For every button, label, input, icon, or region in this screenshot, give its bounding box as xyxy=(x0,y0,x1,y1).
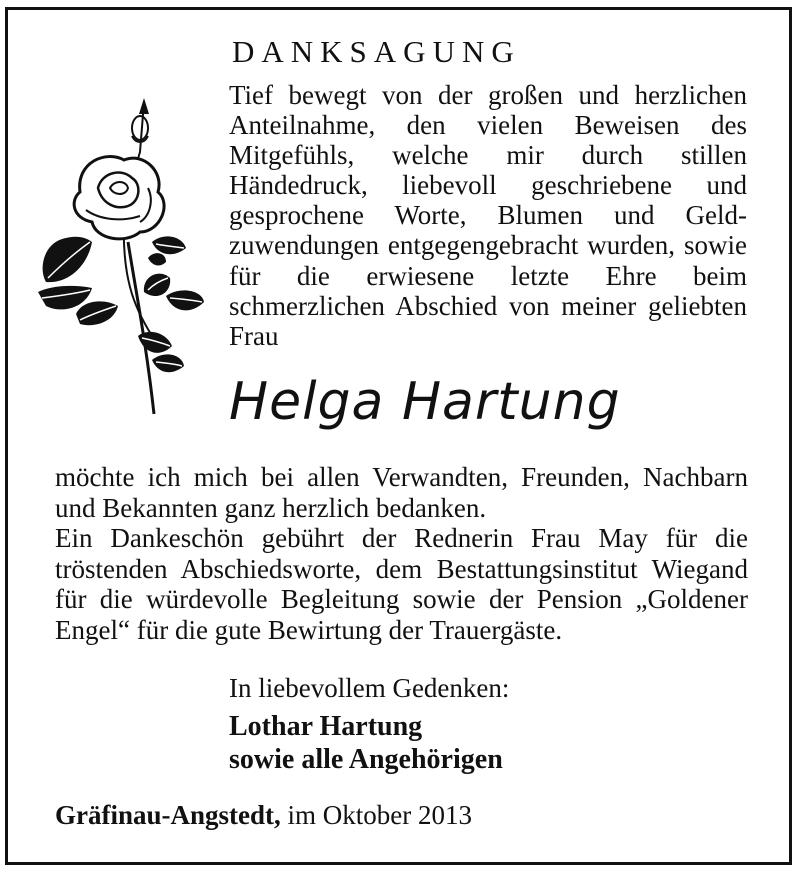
signatories xyxy=(229,710,503,776)
notice-heading: DANKSAGUNG xyxy=(232,34,521,69)
dank-paragraph: Ein Dankeschön gebührt der Rednerin Frau May für die tröstenden Abschiedsworte, dem Bestattungsinstitut Wiegand für die würdevolle Begleitung sowie der Pension „Goldener Engel“ für die gute Bewirtung der Trauergäste. xyxy=(55,523,748,645)
thanks-paragraph: möchte ich mich bei allen Verwandten, Freunden, Nachbarn und Bekannten ganz herzlich bedanken. xyxy=(55,462,748,523)
place-date-line xyxy=(55,798,472,832)
closing-line: In liebevollem Gedenken: xyxy=(229,673,510,703)
intro-text xyxy=(229,80,747,351)
signer-family: sowie alle Angehörigen xyxy=(229,744,503,775)
rose-icon xyxy=(36,92,208,418)
body-text xyxy=(55,462,748,646)
place-name: Gräfinau-Angstedt, xyxy=(55,800,281,830)
intro-paragraph: Tief bewegt von der großen und herzlichen Anteilnahme, den vielen Beweisen des Mitgefühls, welche mir durch stillen Händedruck, liebevoll geschriebene und gesprochene Worte, Blumen und Geld- zuwendungen entgegengebracht wurden, sowie für die erwiesene letzte Ehre beim schmerzlichen Abschied von meiner geliebten Frau xyxy=(229,80,747,351)
date-text: im Oktober 2013 xyxy=(287,800,472,830)
deceased-name: Helga Hartung xyxy=(229,372,621,432)
signer-name: Lothar Hartung xyxy=(229,711,423,742)
